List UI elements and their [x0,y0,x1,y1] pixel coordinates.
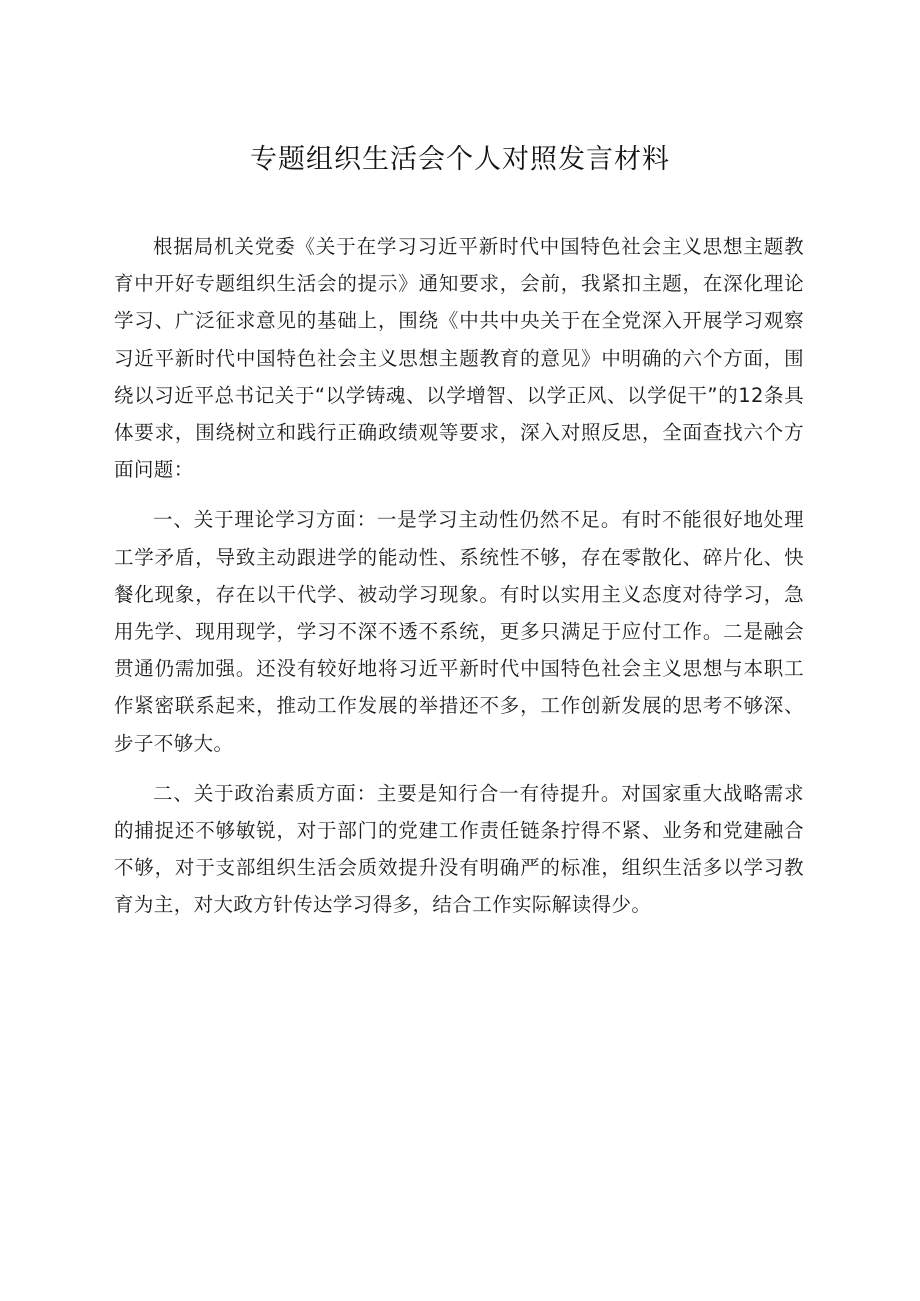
paragraph-theory-study: 一、关于理论学习方面：一是学习主动性仍然不足。有时不能很好地处理工学矛盾，导致主动跟进学的能动性、系统性不够，存在零散化、碎片化、快餐化现象，存在以干代学、被动学习现象。有时以实用主义态度对待学习，急用先学、现用现学，学习不深不透不系统，更多只满足于应付工作。二是融会贯通仍需加强。还没有较好地将习近平新时代中国特色社会主义思想与本职工作紧密联系起来，推动工作发展的举措还不多，工作创新发展的思考不够深、步子不够大。 [114,508,804,755]
paragraph-political-quality: 二、关于政治素质方面：主要是知行合一有待提升。对国家重大战略需求的捕捉还不够敏锐，对于部门的党建工作责任链条拧得不紧、业务和党建融合不够，对于支部组织生活会质效提升没有明确严的标准，组织生活多以学习教育为主，对大政方针传达学习得多，结合工作实际解读得少。 [114,781,804,917]
paragraph-intro: 根据局机关党委《关于在学习习近平新时代中国特色社会主义思想主题教育中开好专题组织生活会的提示》通知要求，会前，我紧扣主题，在深化理论学习、广泛征求意见的基础上，围绕《中共中央关于在全党深入开展学习观察习近平新时代中国特色社会主义思想主题教育的意见》中明确的六个方面，围绕以习近平总书记关于“以学铸魂、以学增智、以学正风、以学促干”的12条具体要求，围绕树立和践行正确政绩观等要求，深入对照反思，全面查找六个方面问题： [114,235,804,482]
document-body [114,228,804,924]
document-title: 专题组织生活会个人对照发言材料 [250,144,670,175]
